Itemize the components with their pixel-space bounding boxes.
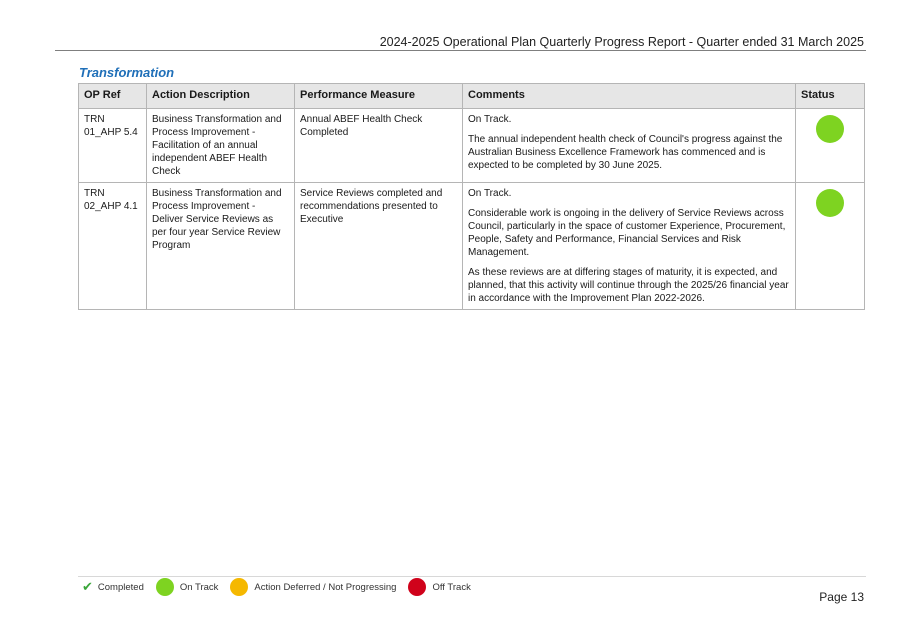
measure-cell: Annual ABEF Health Check Completed — [295, 109, 463, 183]
comment-paragraph: Considerable work is ongoing in the delivery of Service Reviews across Council, particularly in the space of customer Experience, Procurement, People, Safety and Performance, Financial Services and Risk Management. — [468, 208, 786, 258]
legend-item-on-track — [156, 578, 219, 596]
legend-label: Completed — [97, 581, 144, 593]
comment-paragraph: On Track. — [468, 114, 512, 125]
page-number: Page 13 — [819, 590, 864, 604]
op-ref-cell: TRN 01_AHP 5.4 — [79, 109, 147, 183]
legend-label: Off Track — [432, 581, 471, 593]
legend-label: Action Deferred / Not Progressing — [254, 581, 397, 593]
off-track-dot-icon — [408, 578, 426, 596]
report-title: 2024-2025 Operational Plan Quarterly Progress Report - Quarter ended 31 March 2025 — [379, 35, 864, 49]
legend-item-deferred — [230, 578, 396, 596]
status-cell — [796, 183, 865, 310]
column-header-action: Action Description — [147, 84, 295, 109]
check-icon: ✔ — [82, 579, 93, 594]
table-row — [79, 109, 865, 183]
status-on-track-icon — [816, 115, 844, 143]
status-legend — [82, 578, 483, 596]
comment-paragraph: On Track. — [468, 188, 512, 199]
on-track-dot-icon — [156, 578, 174, 596]
action-cell: Business Transformation and Process Improvement - Facilitation of an annual independent ABEF Health Check — [147, 109, 295, 183]
status-cell — [796, 109, 865, 183]
table-row — [79, 183, 865, 310]
action-cell: Business Transformation and Process Improvement - Deliver Service Reviews as per four year Service Review Program — [147, 183, 295, 310]
comment-paragraph: The annual independent health check of Council's progress against the Australian Business Excellence Framework has commenced and is expected to be completed by 30 June 2025. — [468, 134, 783, 171]
comment-paragraph: As these reviews are at differing stages of maturity, it is expected, and planned, that this activity will continue through the 2025/26 financial year in accordance with the Improvement Plan 2022-2026. — [468, 267, 789, 304]
legend-item-off-track — [408, 578, 470, 596]
column-header-measure: Performance Measure — [295, 84, 463, 109]
comments-cell — [463, 183, 796, 310]
footer-divider — [78, 576, 866, 577]
header-divider — [55, 50, 866, 51]
column-header-comments: Comments — [463, 84, 796, 109]
deferred-dot-icon — [230, 578, 248, 596]
measure-cell: Service Reviews completed and recommendations presented to Executive — [295, 183, 463, 310]
legend-item-completed — [82, 579, 144, 595]
section-heading: Transformation — [79, 65, 175, 80]
status-on-track-icon — [816, 189, 844, 217]
op-ref-cell: TRN 02_AHP 4.1 — [79, 183, 147, 310]
progress-table — [78, 83, 865, 310]
table-header-row — [79, 84, 865, 109]
column-header-status: Status — [796, 84, 865, 109]
legend-label: On Track — [179, 581, 219, 593]
comments-cell — [463, 109, 796, 183]
column-header-op-ref: OP Ref — [79, 84, 147, 109]
